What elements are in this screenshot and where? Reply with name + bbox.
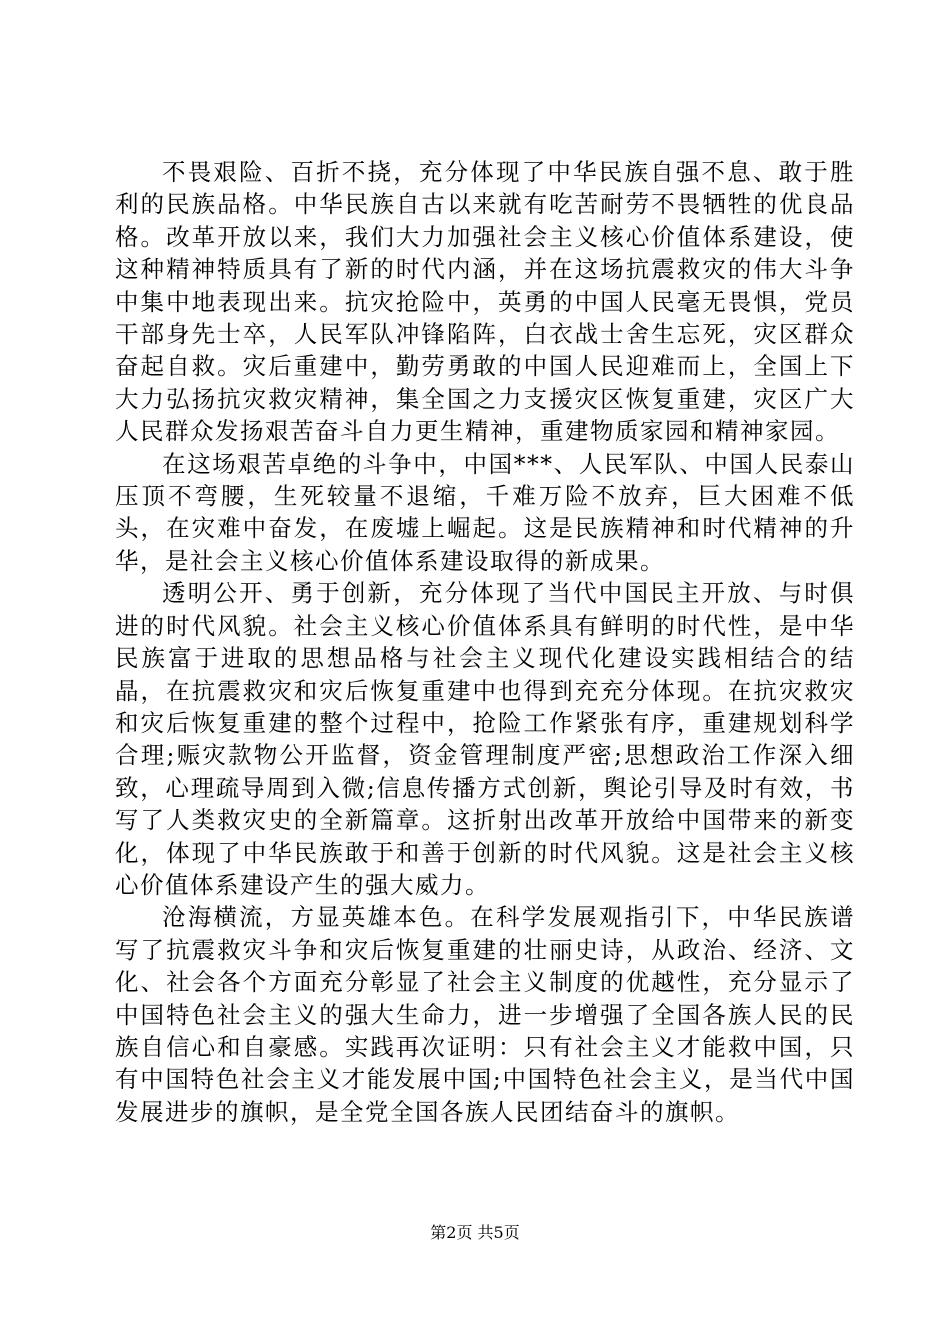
page-number-footer: 第2页 共5页 [430,1223,520,1242]
paragraph-3: 透明公开、勇于创新，充分体现了当代中国民主开放、与时俱进的时代风貌。社会主义核心价值体系具有鲜明的时代性，是中华民族富于进取的思想品格与社会主义现代化建设实践相结合的结晶，在抗震救灾和灾后恢复重建中也得到充充分体现。在抗灾救灾和灾后恢复重建的整个过程中，抢险工作紧张有序，重建规划科学合理;赈灾款物公开监督，资金管理制度严密;思想政治工作深入细致，心理疏导周到入微;信息传播方式创新，舆论引导及时有效，书写了人类救灾史的全新篇章。这折射出改革开放给中国带来的新变化，体现了中华民族敢于和善于创新的时代风貌。这是社会主义核心价值体系建设产生的强大威力。 [115,579,855,899]
paragraph-1: 不畏艰险、百折不挠，充分体现了中华民族自强不息、敢于胜利的民族品格。中华民族自古以来就有吃苦耐劳不畏牺牲的优良品格。改革开放以来，我们大力加强社会主义核心价值体系建设，使这种精神特质具有了新的时代内涵，并在这场抗震救灾的伟大斗争中集中地表现出来。抗灾抢险中，英勇的中国人民毫无畏惧，党员干部身先士卒，人民军队冲锋陷阵，白衣战士舍生忘死，灾区群众奋起自救。灾后重建中，勤劳勇敢的中国人民迎难而上，全国上下大力弘扬抗灾救灾精神，集全国之力支援灾区恢复重建，灾区广大人民群众发扬艰苦奋斗自力更生精神，重建物质家园和精神家园。 [115,158,855,446]
document-body [115,156,855,1128]
paragraph-4: 沧海横流，方显英雄本色。在科学发展观指引下，中华民族谱写了抗震救灾斗争和灾后恢复重建的壮丽史诗，从政治、经济、文化、社会各个方面充分彰显了社会主义制度的优越性，充分显示了中国特色社会主义的强大生命力，进一步增强了全国各族人民的民族自信心和自豪感。实践再次证明：只有社会主义才能救中国，只有中国特色社会主义才能发展中国;中国特色社会主义，是当代中国发展进步的旗帜，是全党全国各族人民团结奋斗的旗帜。 [115,903,855,1126]
paragraph-2: 在这场艰苦卓绝的斗争中，中国***、人民军队、中国人民泰山压顶不弯腰，生死较量不退缩，千难万险不放弃，巨大困难不低头，在灾难中奋发，在废墟上崛起。这是民族精神和时代精神的升华，是社会主义核心价值体系建设取得的新成果。 [115,449,855,575]
